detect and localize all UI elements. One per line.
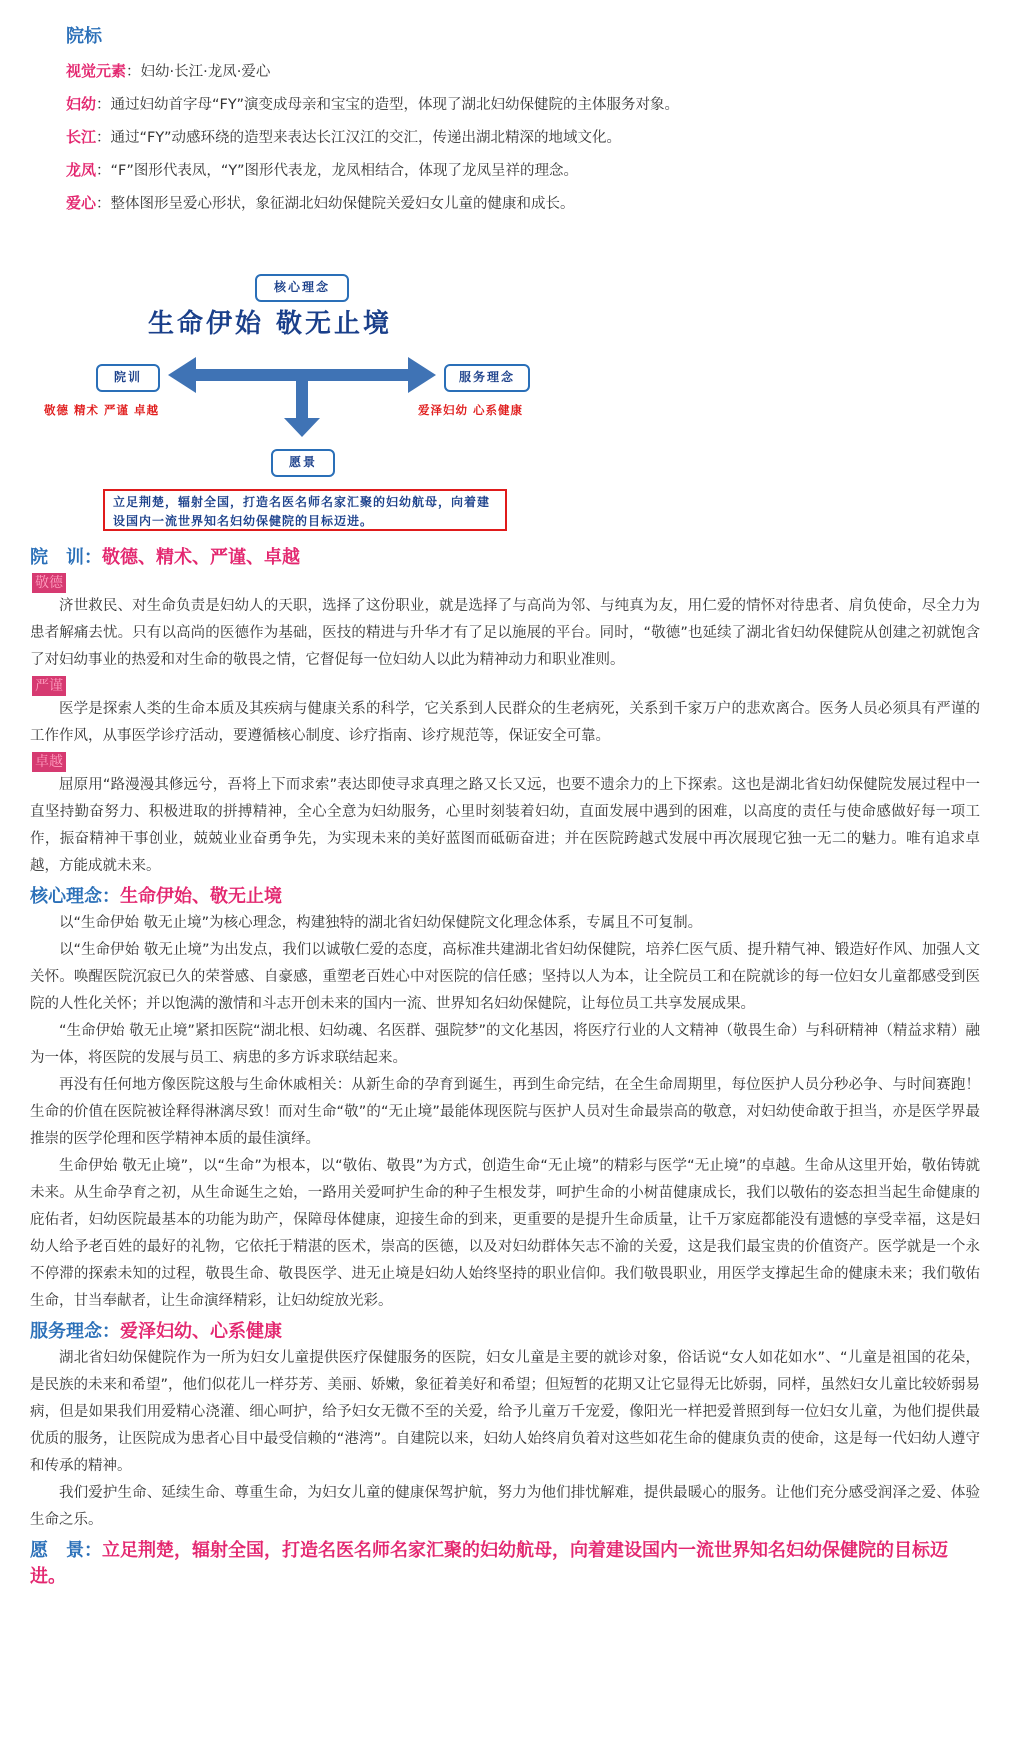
core-paragraph-3: “生命伊始 敬无止境”紧扣医院“湖北根、妇幼魂、名医群、强院梦”的文化基因，将医疗行业的人文精神（敬畏生命）与科研精神（精益求精）融为一体，将医院的发展与员工、病患的多方诉求联结起来。 (30, 1023, 980, 1066)
vision-statement-box: 立足荆楚，辐射全国，打造名医名师名家汇聚的妇幼航母，向着建设国内一流世界知名妇幼保健院的目标迈进。 (103, 489, 507, 531)
motto-value: 敬德、精术、严谨、卓越 (102, 547, 300, 568)
down-arrow (284, 381, 320, 437)
motto-paragraph-2: 医学是探索人类的生命本质及其疾病与健康关系的科学，它关系到人民群众的生老病死，关系到千家万户的悲欢离合。医务人员必须具有严谨的工作作风，从事医学诊疗活动，要遵循核心制度、诊疗指南、诊疗规范等，保证安全可靠。 (30, 701, 980, 744)
logo-key: 长江 (66, 128, 97, 146)
motto-label: 院 训： (30, 547, 102, 568)
service-concept-box: 服务理念 (444, 364, 530, 392)
core-paragraph-1: 以“生命伊始 敬无止境”为核心理念，构建独特的湖北省妇幼保健院文化理念体系，专属且不可复制。 (59, 915, 703, 931)
logo-title: 院标 (66, 26, 102, 47)
motto-box: 院训 (96, 364, 160, 392)
core-paragraph-4: 再没有任何地方像医院这般与生命休戚相关：从新生命的孕育到诞生，再到生命完结，在全生命周期里，每位医护人员分秒必争、与时间赛跑！生命的价值在医院被诠释得淋漓尽致！而对生命“敬”的“无止境”最能体现医院与医护人员对生命最崇高的敬意，对妇幼使命敢于担当，亦是医学界最推崇的医学伦理和医学精神本质的最佳演绎。 (30, 1077, 980, 1147)
service-label: 服务理念： (30, 1321, 120, 1342)
motto-heading (30, 545, 980, 571)
service-paragraph-2: 我们爱护生命、延续生命、尊重生命，为妇女儿童的健康保驾护航，努力为他们排忧解难，提供最暖心的服务。让他们充分感受润泽之爱、体验生命之乐。 (30, 1485, 980, 1528)
service-value: 爱泽妇幼、心系健康 (120, 1321, 282, 1342)
logo-text: ：通过妇幼首字母“FY”演变成母亲和宝宝的造型，体现了湖北妇幼保健院的主体服务对象。 (96, 97, 679, 113)
vision-box-label: 愿景 (271, 449, 335, 477)
core-paragraph-5: 生命伊始 敬无止境”，以“生命”为根本，以“敬佑、敬畏”为方式，创造生命“无止境”的精彩与医学“无止境”的卓越。生命从这里开始，敬佑铸就未来。从生命孕育之初，从生命诞生之始，一路用关爱呵护生命的种子生根发芽，呵护生命的小树苗健康成长，我们以敬佑的姿态担当起生命健康的庇佑者，妇幼医院最基本的功能为助产，保障母体健康，迎接生命的到来，更重要的是提升生命质量，让千万家庭都能没有遗憾的享受幸福，这是妇幼人给予老百姓的最好的礼物，它依托于精湛的医术，崇高的医德，以及对妇幼群体矢志不渝的关爱，这是我们最宝贵的价值资产。医学就是一个永不停滞的探索未知的过程，敬畏生命、敬畏医学、进无止境是妇幼人始终坚持的职业信仰。我们敬畏职业，用医学支撑起生命的健康未来；我们敬佑生命，甘当奉献者，让生命演绎精彩，让妇幼绽放光彩。 (30, 1158, 980, 1309)
core-label: 核心理念： (30, 886, 120, 907)
service-heading (30, 1319, 980, 1345)
logo-key: 龙凤 (66, 161, 97, 179)
tag-yanjin: 严谨 (32, 676, 66, 696)
logo-key: 妇幼 (66, 95, 97, 113)
logo-key: 爱心 (66, 194, 97, 212)
vision-value: 立足荆楚，辐射全国，打造名医名师名家汇聚的妇幼航母，向着建设国内一流世界知名妇幼保健院的目标迈进。 (30, 1540, 948, 1587)
logo-text: ：通过“FY”动感环绕的造型来表达长江汉江的交汇，传递出湖北精深的地域文化。 (96, 130, 621, 146)
logo-text: ：整体图形呈爱心形状，象征湖北妇幼保健院关爱妇女儿童的健康和成长。 (96, 196, 575, 212)
logo-text: ：妇幼·长江·龙凤·爱心 (126, 64, 271, 80)
core-heading (30, 884, 980, 910)
core-concept-box: 核心理念 (255, 274, 349, 302)
motto-paragraph-3: 屈原用“路漫漫其修远兮，吾将上下而求索”表达即使寻求真理之路又长又远，也要不遗余力的上下探索。这也是湖北省妇幼保健院发展过程中一直坚持勤奋努力、积极进取的拼搏精神，全心全意为妇幼服务，心里时刻装着妇幼，直面发展中遇到的困难，以高度的责任与使命感做好每一项工作，振奋精神干事创业，兢兢业业奋勇争先，为实现未来的美好蓝图而砥砺奋进；并在医院跨越式发展中再次展现它独一无二的魅力。唯有追求卓越，方能成就未来。 (30, 777, 980, 874)
core-slogan: 生命伊始 敬无止境 (148, 309, 393, 339)
service-paragraph-1: 湖北省妇幼保健院作为一所为妇女儿童提供医疗保健服务的医院，妇女儿童是主要的就诊对象，俗话说“女人如花如水”、“儿童是祖国的花朵，是民族的未来和希望”，他们似花儿一样芬芳、美丽、娇嫩，象征着美好和希望；但短暂的花期又让它显得无比娇弱，同样，虽然妇女儿童比较娇弱易病，但是如果我们用爱精心浇灌、细心呵护，给予妇女无微不至的关爱，给予儿童万千宠爱，像阳光一样把爱普照到每一位妇女儿童，为他们提供最优质的服务，让医院成为患者心目中最受信赖的“港湾”。自建院以来，妇幼人始终肩负着对这些如花生命的健康负责的使命，这是每一代妇幼人遵守和传承的精神。 (30, 1350, 981, 1474)
logo-text: ：“F”图形代表凤，“Y”图形代表龙，龙凤相结合，体现了龙凤呈祥的理念。 (96, 163, 579, 179)
service-words: 爱泽妇幼 心系健康 (418, 403, 524, 417)
article (30, 545, 980, 1590)
core-value: 生命伊始、敬无止境 (120, 886, 282, 907)
concept-diagram (0, 0, 1011, 560)
diagram-arrows (0, 0, 1011, 560)
tag-jingde: 敬德 (32, 573, 66, 593)
core-paragraph-2: 以“生命伊始 敬无止境”为出发点，我们以诚敬仁爱的态度，高标准共建湖北省妇幼保健院，培养仁医气质、提升精气神、锻造好作风、加强人文关怀。唤醒医院沉寂已久的荣誉感、自豪感，重塑老百姓心中对医院的信任感；坚持以人为本，让全院员工和在院就诊的每一位妇女儿童都感受到医院的人性化关怀；并以饱满的激情和斗志开创未来的国内一流、世界知名妇幼保健院，让每位员工共享发展成果。 (30, 942, 980, 1012)
tag-zhuoyue: 卓越 (32, 752, 66, 772)
logo-key: 视觉元素 (66, 62, 127, 80)
motto-words: 敬德 精术 严谨 卓越 (44, 403, 160, 417)
vision-heading (30, 1538, 980, 1590)
vision-label: 愿 景： (30, 1540, 102, 1561)
motto-paragraph-1: 济世救民、对生命负责是妇幼人的天职，选择了这份职业，就是选择了与高尚为邻、与纯真为友，用仁爱的情怀对待患者、肩负使命，尽全力为患者解痛去忧。只有以高尚的医德作为基础，医技的精进与升华才有了足以施展的平台。同时，“敬德”也延续了湖北省妇幼保健院从创建之初就饱含了对妇幼事业的热爱和对生命的敬畏之情，它督促每一位妇幼人以此为精神动力和职业准则。 (30, 598, 980, 668)
